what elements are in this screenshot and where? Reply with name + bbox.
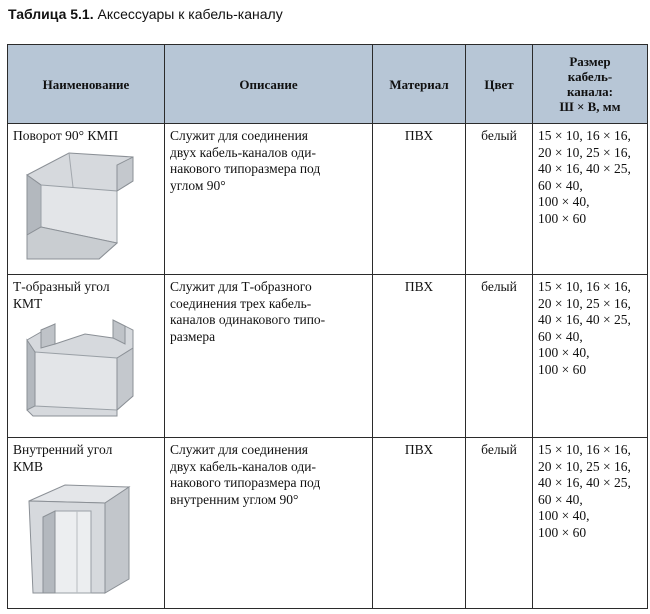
cell-name xyxy=(8,438,165,609)
item-name: Внутренний угол xyxy=(13,442,113,457)
cell-description: Служит для соединения двух кабель-каналов оди- накового типоразмера под внутренним углом 90° xyxy=(165,438,373,609)
table-caption xyxy=(8,6,283,22)
flat-corner-90-fitting-icon xyxy=(21,151,139,263)
cell-sizes: 15 × 10, 16 × 16, 20 × 10, 25 × 16, 40 × 16, 40 × 25, 60 × 40, 100 × 40, 100 × 60 xyxy=(533,124,648,275)
accessories-table xyxy=(7,44,648,609)
cell-color: белый xyxy=(466,124,533,275)
inner-corner-fitting-icon xyxy=(21,481,139,597)
cell-sizes: 15 × 10, 16 × 16, 20 × 10, 25 × 16, 40 × 16, 40 × 25, 60 × 40, 100 × 40, 100 × 60 xyxy=(533,275,648,438)
cell-name xyxy=(8,275,165,438)
table-row xyxy=(8,275,648,438)
header-material: Материал xyxy=(373,45,466,124)
table-row xyxy=(8,124,648,275)
cell-color: белый xyxy=(466,275,533,438)
cell-description: Служит для соединения двух кабель-каналов оди- накового типоразмера под углом 90° xyxy=(165,124,373,275)
cell-material: ПВХ xyxy=(373,275,466,438)
cell-material: ПВХ xyxy=(373,438,466,609)
cell-description: Служит для Т-образного соединения трех кабель- каналов одинакового типо- размера xyxy=(165,275,373,438)
item-name-code: КМВ xyxy=(13,458,44,474)
cell-sizes: 15 × 10, 16 × 16, 20 × 10, 25 × 16, 40 × 16, 40 × 25, 60 × 40, 100 × 40, 100 × 60 xyxy=(533,438,648,609)
item-name: Т-образный угол xyxy=(13,279,110,294)
cell-name xyxy=(8,124,165,275)
cell-color: белый xyxy=(466,438,533,609)
header-name: Наименование xyxy=(8,45,165,124)
cell-material: ПВХ xyxy=(373,124,466,275)
header-row xyxy=(8,45,648,124)
item-name-code: КМТ xyxy=(13,295,43,311)
t-shaped-fitting-icon xyxy=(21,318,139,422)
table-row xyxy=(8,438,648,609)
header-color: Цвет xyxy=(466,45,533,124)
caption-title: Аксессуары к кабель-каналу xyxy=(97,6,283,22)
header-size: Размер кабель- канала: Ш × В, мм xyxy=(533,45,648,124)
caption-number: Таблица 5.1. xyxy=(8,6,94,22)
header-description: Описание xyxy=(165,45,373,124)
item-name: Поворот 90° КМП xyxy=(13,128,119,143)
